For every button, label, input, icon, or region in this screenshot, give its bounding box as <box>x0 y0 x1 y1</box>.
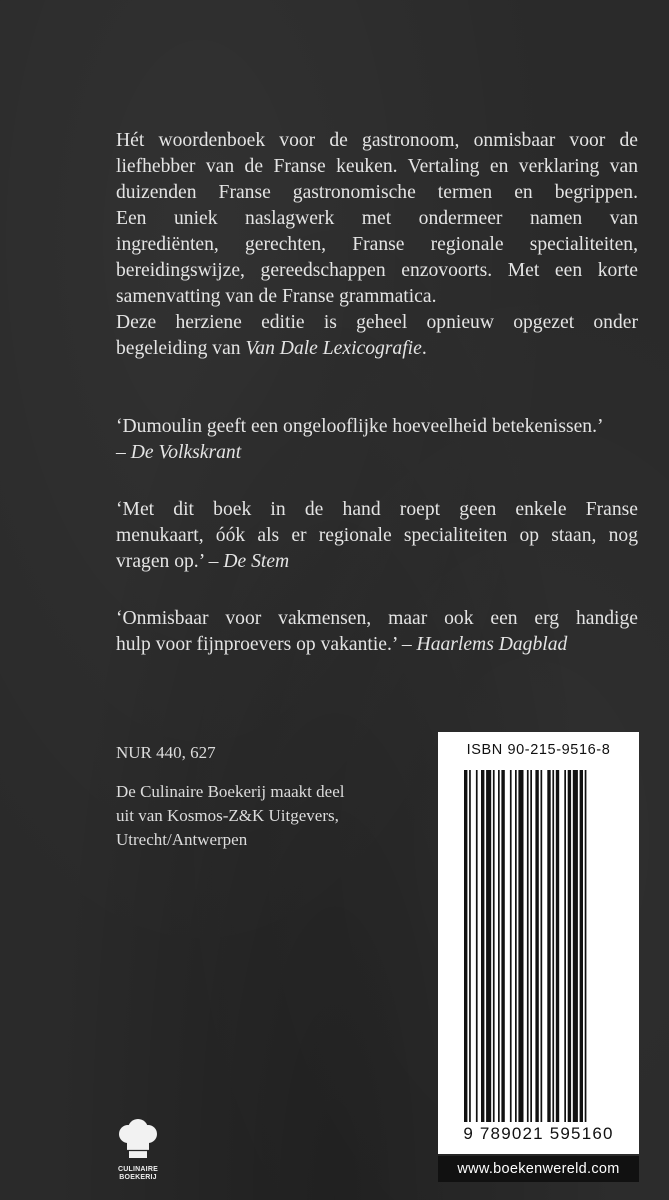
nur-code: NUR 440, 627 <box>116 743 216 762</box>
chef-hat-icon <box>114 1118 162 1164</box>
barcode-bar <box>498 770 500 1122</box>
barcode-bar <box>530 770 532 1122</box>
blurb-line: ingrediënten, gerechten, Franse regionale specialiteiten, <box>116 234 638 255</box>
review-quote-de-stem <box>116 497 638 575</box>
quote-text <box>116 632 638 658</box>
review-quote-haarlems-dagblad <box>116 606 638 658</box>
quote-text: ‘Onmisbaar voor vakmensen, maar ook een erg handige <box>116 608 638 629</box>
blurb-paragraph <box>116 128 638 362</box>
blurb-line: bereidingswijze, gereedschappen enzovoorts. Met een korte <box>116 260 638 281</box>
quote-text <box>116 549 638 575</box>
review-quote-volkskrant <box>116 414 638 466</box>
quote-source: Haarlems Dagblad <box>416 634 568 655</box>
edition-prefix: begeleiding van <box>116 338 246 359</box>
barcode-bar <box>510 770 512 1122</box>
edition-source: Van Dale Lexicografie <box>245 338 422 359</box>
quote-text-end: vragen op.’ – <box>116 551 224 572</box>
barcode-bar <box>535 770 538 1122</box>
barcode-bar <box>515 770 517 1122</box>
edition-line <box>116 336 638 362</box>
barcode-bar <box>564 770 566 1122</box>
barcode-bar <box>493 770 495 1122</box>
quote-text: ‘Met dit boek in de hand roept geen enkele Franse <box>116 499 638 520</box>
logo-line: CULINAIRE <box>118 1166 158 1173</box>
barcode-bar <box>541 770 543 1122</box>
barcode-bar <box>585 770 587 1122</box>
quote-text: ‘Dumoulin geeft een ongelooflijke hoeveelheid betekenissen.’ <box>116 416 604 437</box>
barcode-bar <box>556 770 559 1122</box>
quote-dash: – <box>116 442 131 463</box>
isbn-barcode <box>438 732 639 1154</box>
barcode-bar <box>547 770 550 1122</box>
blurb-line: duizenden Franse gastronomische termen en begrippen. <box>116 182 638 203</box>
barcode-bar <box>469 770 471 1122</box>
logo-text <box>114 1166 162 1182</box>
blurb-line: samenvatting van de Franse grammatica. <box>116 286 437 307</box>
barcode-bar <box>481 770 484 1122</box>
publisher-info <box>116 780 416 852</box>
publisher-line: De Culinaire Boekerij maakt deel <box>116 782 345 801</box>
barcode-bar <box>501 770 504 1122</box>
edition-line: Deze herziene editie is geheel opnieuw opgezet onder <box>116 312 638 333</box>
barcode-bars <box>460 770 630 1122</box>
logo-line: BOEKERIJ <box>119 1174 157 1181</box>
barcode-bar <box>580 770 583 1122</box>
quote-text: menukaart, óók als er regionale specialiteiten op staan, nog <box>116 525 638 546</box>
publisher-line: uit van Kosmos-Z&K Uitgevers, <box>116 806 339 825</box>
quote-source: De Volkskrant <box>130 442 242 463</box>
edition-suffix: . <box>421 338 427 359</box>
isbn-label: ISBN 90-215-9516-8 <box>466 742 611 758</box>
website-url: www.boekenwereld.com <box>438 1156 639 1182</box>
barcode-bar <box>518 770 523 1122</box>
blurb-line: Hét woordenboek voor de gastronoom, onmisbaar voor de <box>116 130 638 151</box>
quote-text-end: hulp voor fijnproevers op vakantie.’ – <box>116 634 417 655</box>
quote-attribution <box>116 440 638 466</box>
barcode-bar <box>527 770 529 1122</box>
quote-source: De Stem <box>223 551 290 572</box>
culinaire-boekerij-logo <box>114 1118 162 1190</box>
barcode-bar <box>486 770 491 1122</box>
barcode-bar <box>573 770 578 1122</box>
blurb-line: Een uniek naslagwerk met ondermeer namen van <box>116 208 638 229</box>
blurb-line: liefhebber van de Franse keuken. Vertaling en verklaring van <box>116 156 638 177</box>
publisher-line: Utrecht/Antwerpen <box>116 830 248 849</box>
barcode-bar <box>464 770 467 1122</box>
ean-digits: 9 789021 595160 <box>463 1124 614 1143</box>
barcode-bar <box>476 770 478 1122</box>
barcode-bar <box>568 770 571 1122</box>
barcode-bar <box>552 770 554 1122</box>
